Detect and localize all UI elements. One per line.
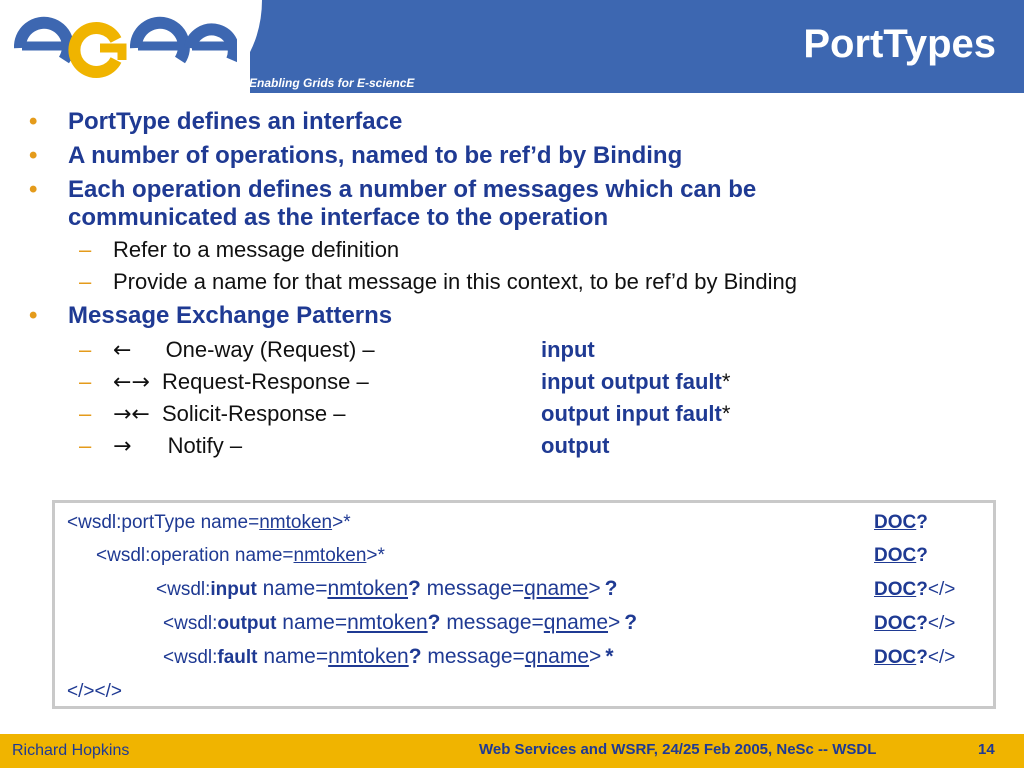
code-text: ? [604,577,618,600]
pattern-value: input [541,337,595,362]
bullet-text: Message Exchange Patterns [68,302,393,329]
code-text: <wsdl: [163,613,218,634]
code-line-output [163,611,637,635]
code-link[interactable]: qname [543,611,609,634]
dash-marker: – [79,401,92,426]
bullet-marker: • [29,302,38,329]
left-arrow-icon: ← [113,338,132,363]
code-text: >* [366,545,385,566]
code-text: ? [408,577,421,600]
doc-cardinality: ? [916,579,928,600]
egee-logo [12,10,237,80]
code-tag: output [217,613,277,634]
code-text: > [589,645,602,668]
slide-footer [0,734,1024,768]
code-text: name= [256,577,328,600]
code-line-fault [163,645,614,669]
pattern-one-way [79,337,375,364]
pattern-notify [79,433,243,460]
code-text: message= [440,611,544,634]
doc-tail: </> [927,647,956,668]
pattern-value: output [541,433,610,458]
code-link[interactable]: qname [524,577,589,600]
tagline: Enabling Grids for E-sciencE [249,76,415,90]
code-text: >* [332,512,351,533]
bullet-marker: • [29,108,38,135]
code-text: ? [427,611,441,634]
code-link[interactable]: nmtoken [327,577,409,600]
pattern-label: One-way (Request) – [165,337,375,362]
code-text: <wsdl: [163,647,218,668]
wsdl-syntax-box [52,500,996,709]
doc-cardinality: ? [916,545,928,566]
bullet-messages [29,176,757,232]
code-text: ? [624,611,638,634]
code-text: <wsdl:operation name= [96,545,294,566]
bullet-operations [29,142,683,170]
code-tag: input [210,579,257,600]
doc-annotation [874,647,955,669]
doc-link[interactable]: DOC [874,512,917,533]
code-link[interactable]: nmtoken [293,545,367,566]
footer-author: Richard Hopkins [12,742,130,759]
code-text: > [588,577,601,600]
subitem-text: Provide a name for that message in this context, to be ref’d by Binding [113,269,797,294]
code-text: message= [420,577,525,600]
code-line-close: </></> [67,681,122,702]
dash-marker: – [79,433,92,458]
pattern-label: Notify – [167,433,243,458]
doc-link[interactable]: DOC [874,579,917,600]
slide-title: PortTypes [803,22,996,66]
doc-annotation [874,512,928,534]
pattern-request-response-value [541,369,730,395]
subitem-provide [79,269,797,295]
pattern-solicit-response-value [541,401,730,427]
right-arrow-icon: → [113,434,132,459]
code-text: ? [408,645,422,668]
code-text: message= [421,645,525,668]
right-left-arrows-icon: →← [113,402,150,427]
code-text: name= [257,645,329,668]
bullet-text: PortType defines an interface [68,108,403,135]
footer-event: Web Services and WSRF, 24/25 Feb 2005, NeSc -- WSDL [479,741,877,758]
code-link[interactable]: nmtoken [347,611,428,634]
pattern-solicit-response [79,401,346,428]
doc-link[interactable]: DOC [874,613,917,634]
bullet-mep [29,302,393,330]
bullet-marker: • [29,142,38,169]
bullet-text-line1: Each operation defines a number of messages which can be [68,176,757,203]
code-link[interactable]: qname [524,645,590,668]
code-tag: fault [217,647,258,668]
code-text: <wsdl:portType name= [67,512,260,533]
pattern-label: Solicit-Response – [162,401,346,426]
pattern-star: * [721,401,731,426]
bullet-porttype [29,108,403,136]
pattern-request-response [79,369,369,396]
code-line-input [156,577,617,601]
code-line-porttype [67,512,351,534]
page-number: 14 [978,741,995,758]
dash-marker: – [79,269,92,294]
pattern-star: * [721,369,731,394]
doc-annotation [874,579,955,601]
doc-link[interactable]: DOC [874,647,917,668]
logo-area [0,0,262,93]
bullet-text: A number of operations, named to be ref’d by Binding [68,142,683,169]
doc-link[interactable]: DOC [874,545,917,566]
code-text: <wsdl: [156,579,211,600]
bullet-marker: • [29,176,38,203]
doc-tail: </> [927,613,956,634]
code-link[interactable]: nmtoken [328,645,409,668]
code-text: * [605,645,614,668]
doc-cardinality: ? [916,647,928,668]
code-line-operation [96,545,385,567]
pattern-label: Request-Response – [162,369,369,394]
pattern-one-way-value [541,337,595,363]
subitem-refer [79,237,400,263]
bullet-text-line2: communicated as the interface to the operation [68,204,609,231]
dash-marker: – [79,237,92,262]
dash-marker: – [79,369,92,394]
left-right-arrows-icon: ←→ [113,370,150,395]
slide-header [0,0,1024,93]
doc-annotation [874,545,928,567]
code-link[interactable]: nmtoken [259,512,333,533]
code-text: name= [276,611,348,634]
doc-annotation [874,613,955,635]
doc-cardinality: ? [916,613,928,634]
doc-cardinality: ? [916,512,928,533]
dash-marker: – [79,337,92,362]
pattern-value: input output fault [541,369,722,394]
doc-tail: </> [927,579,956,600]
code-text: > [608,611,621,634]
pattern-notify-value [541,433,609,459]
subitem-text: Refer to a message definition [113,237,400,262]
pattern-value: output input fault [541,401,722,426]
